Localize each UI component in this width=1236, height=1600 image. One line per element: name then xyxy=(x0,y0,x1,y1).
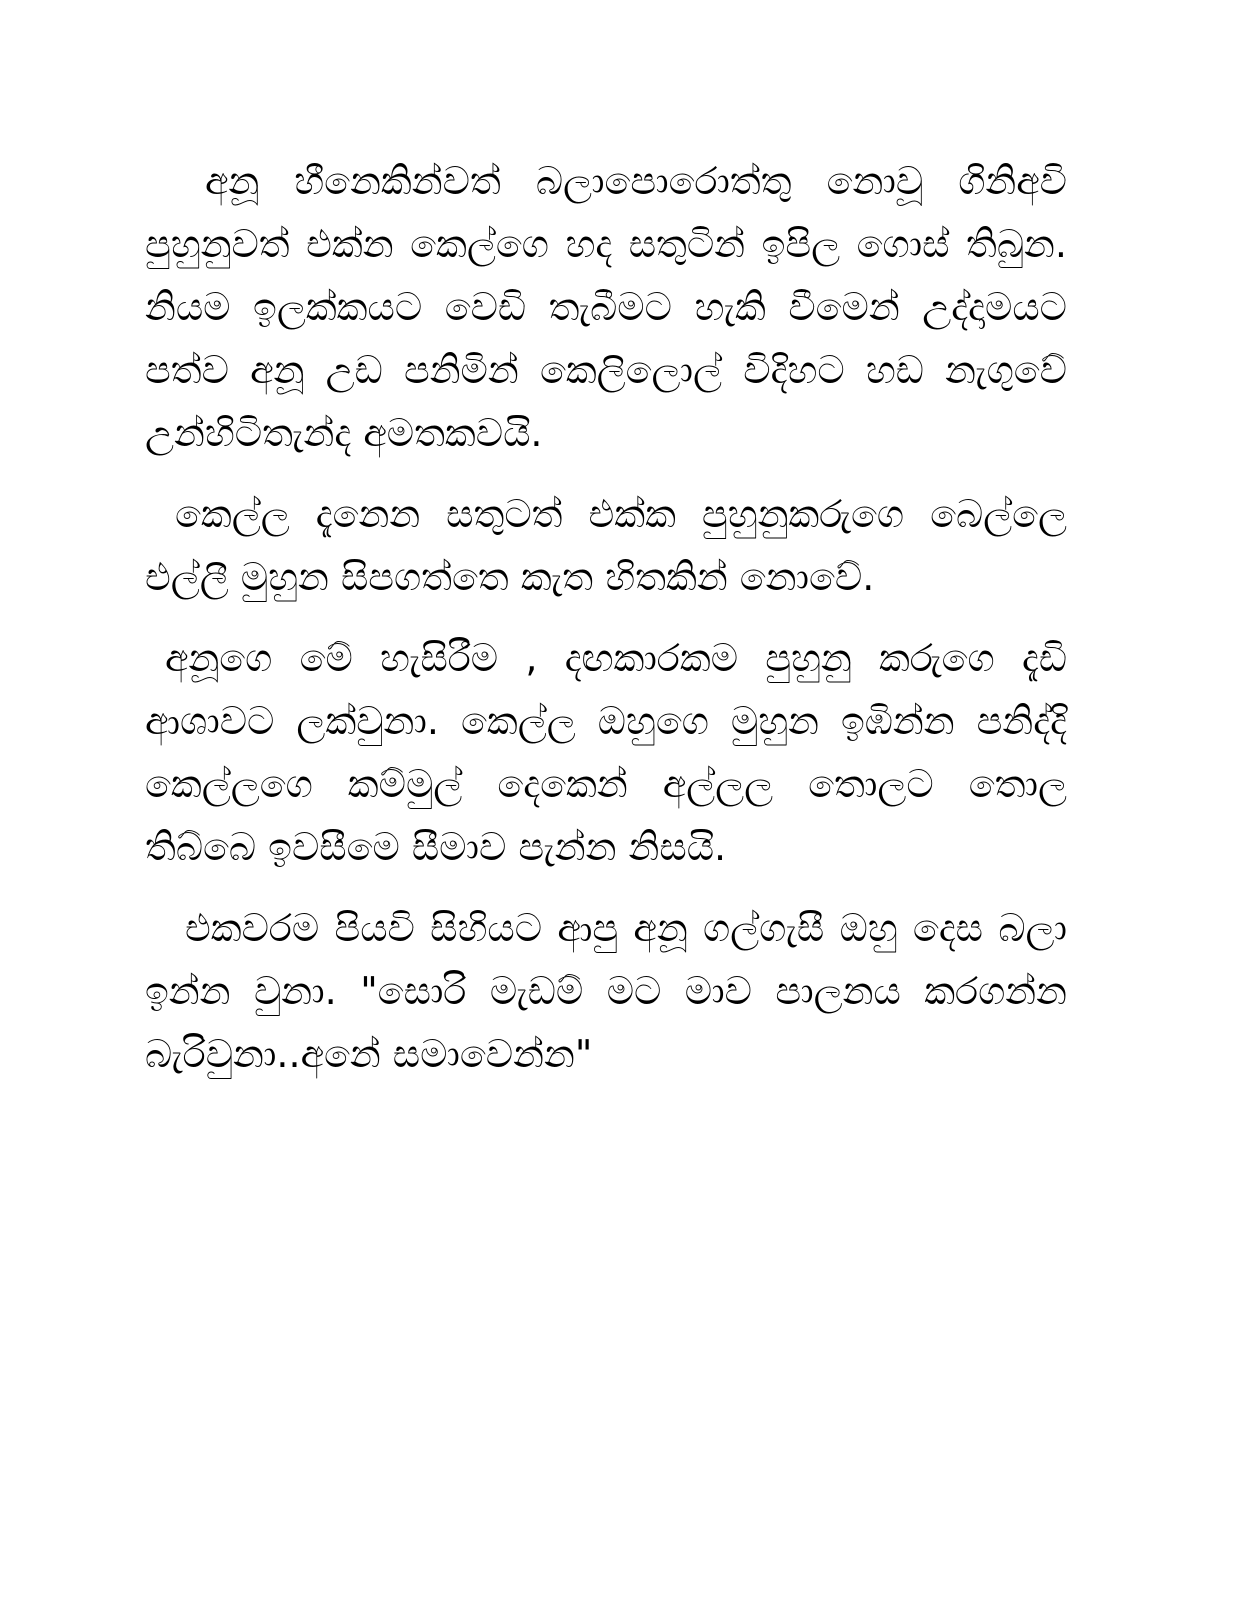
paragraph-2: කෙල්ල දැනෙන සතුටත් එක්ක පුහුනුකරුගෙ බෙල්ලෙ එල්ලී මුහුන සිපගත්තෙ කැත හිතකින් නොවේ. xyxy=(145,492,1067,599)
paragraph-1: අනූ හීනෙකින්වත් බලාපොරොත්තු නොවූ ගිනිඅවි පුහුනුවත් එක්න කෙල්ගෙ හද සතුටින් ඉපිල ගොස් තිබුන. නියම ඉලක්කයට වෙඩි තැබීමට හැකි වීමෙන් උද්දාමයට පත්ව අනූ උඩ පනිමින් කෙලිලොල් විදිහට හඩ නැගුවේ උන්හිටිතැන්ද අමතකවයි. xyxy=(145,159,1067,455)
paragraph-4: එකවරම පියවි සිහියට ආපු අනූ ගල්ගැසී ඔහු දෙස බලා ඉන්න වුනා. "සොරි මැඩම් මට මාව පාලනය කරගන්න බැරිවුනා..අනේ සමාවෙන්න" xyxy=(145,906,1067,1076)
body-text xyxy=(145,150,1067,1104)
paragraph-3: අනූගෙ මේ හැසිරීම , දඟකාරකම පුහුනු කරුගෙ දැඩි ආශාවට ලක්වුනා. කෙල්ල ඔහුගෙ මුහුන ඉඹින්න පනිද්දි කෙල්ලගෙ කම්මුල් දෙකෙන් අල්ලල තොලට තොල තිබ්බෙ ඉවසීමෙ සීමාව පැන්න නිසයි. xyxy=(145,636,1067,869)
